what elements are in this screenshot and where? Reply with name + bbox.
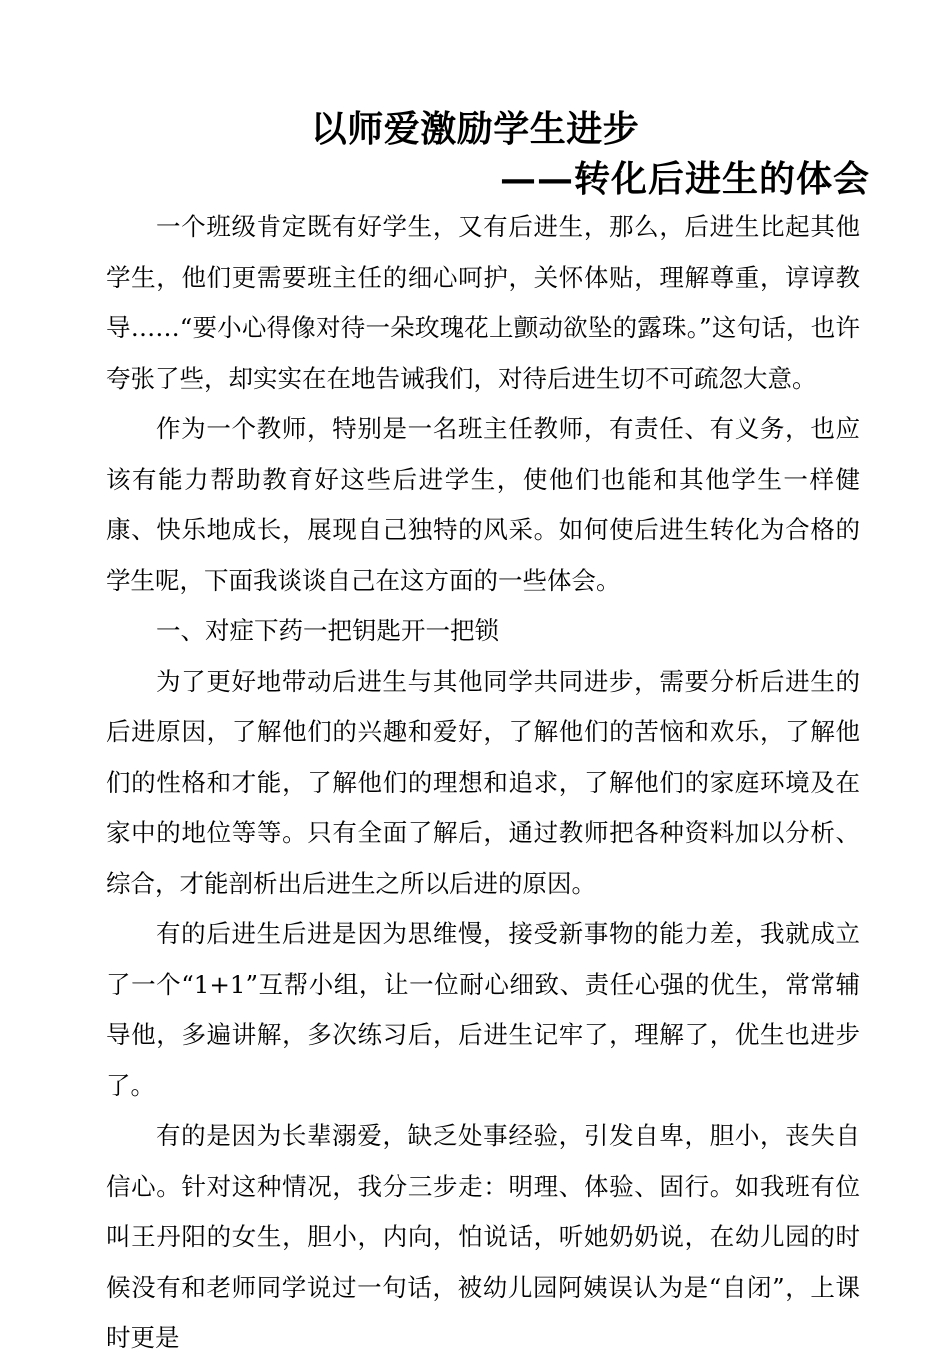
paragraph-2: 作为一个教师，特别是一名班主任教师，有责任、有义务，也应该有能力帮助教育好这些后进学生，使他们也能和其他学生一样健康、快乐地成长，展现自己独特的风采。如何使后进生转化为合格的学生呢，下面我谈谈自己在这方面的一些体会。 (106, 414, 860, 595)
paragraph-4: 有的后进生后进是因为思维慢，接受新事物的能力差，我就成立了一个“1+1”互帮小组，让一位耐心细致、责任心强的优生，常常辅导他，多遍讲解，多次练习后，后进生记牢了，理解了，优生也进步了。 (106, 919, 860, 1100)
document-body (106, 202, 860, 1364)
document-subtitle: ——转化后进生的体会 (500, 158, 871, 200)
paragraph-3: 为了更好地带动后进生与其他同学共同进步，需要分析后进生的后进原因，了解他们的兴趣和爱好，了解他们的苦恼和欢乐，了解他们的性格和才能，了解他们的理想和追求，了解他们的家庭环境及在家中的地位等等。只有全面了解后，通过教师把各种资料加以分析、综合，才能剖析出后进生之所以后进的原因。 (106, 666, 860, 898)
section-heading-1: 一、对症下药一把钥匙开一把锁 (156, 616, 499, 645)
paragraph-5: 有的是因为长辈溺爱，缺乏处事经验，引发自卑，胆小，丧失自信心。针对这种情况，我分三步走：明理、体验、固行。如我班有位叫王丹阳的女生，胆小，内向，怕说话，听她奶奶说，在幼儿园的时候没有和老师同学说过一句话，被幼儿园阿姨误认为是“自闭”，上课时更是 (106, 1121, 860, 1352)
document-title: 以师爱激励学生进步 (310, 108, 640, 150)
paragraph-1: 一个班级肯定既有好学生，又有后进生，那么，后进生比起其他学生，他们更需要班主任的细心呵护，关怀体贴，理解尊重，谆谆教导……“要小心得像对待一朵玫瑰花上颤动欲坠的露珠。”这句话，也许夸张了些，却实实在在地告诫我们，对待后进生切不可疏忽大意。 (106, 212, 860, 393)
